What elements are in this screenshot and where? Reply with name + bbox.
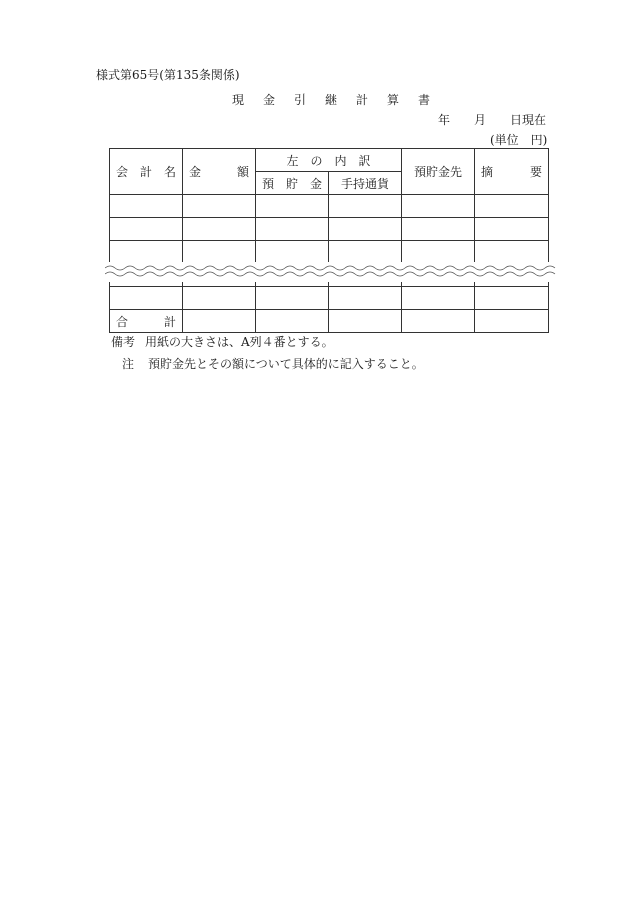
header-remarks: 摘 要 [475,149,549,195]
header-deposit: 預 貯 金 [256,172,329,195]
date-day-current: 日現在 [510,113,547,127]
note-text: 預貯金先とその額について具体的に記入すること。 [148,357,424,371]
table-row [110,287,549,310]
form-number-label: 様式第65号(第135条関係) [96,68,240,82]
title-char: 継 [325,93,338,107]
date-year: 年 [438,113,451,127]
table-row [110,241,549,264]
remark-text: 用紙の大きさは、A列４番とする。 [145,335,334,349]
total-label: 合 計 [110,310,183,333]
header-amount: 金 額 [183,149,256,195]
document-title [232,91,449,108]
remark-note [111,333,334,350]
title-char: 現 [232,93,245,107]
header-cash-on-hand: 手持通貨 [329,172,402,195]
title-char: 算 [387,93,400,107]
table-row [110,195,549,218]
title-char: 金 [263,93,276,107]
header-breakdown: 左 の 内 訳 [256,149,402,172]
remark-key: 備考 [111,335,136,349]
header-depository: 預貯金先 [402,149,475,195]
total-row [110,310,549,333]
cash-transfer-table [109,148,549,333]
date-month: 月 [474,113,487,127]
table-break-wave [105,262,557,282]
title-char: 計 [356,93,369,107]
title-char: 引 [294,93,307,107]
unit-label: (単位 円) [490,133,548,147]
date-line [438,111,546,128]
note-key: 注 [122,357,135,371]
header-account-name: 会 計 名 [110,149,183,195]
table-row [110,218,549,241]
instruction-note [122,355,424,372]
title-char: 書 [418,93,431,107]
